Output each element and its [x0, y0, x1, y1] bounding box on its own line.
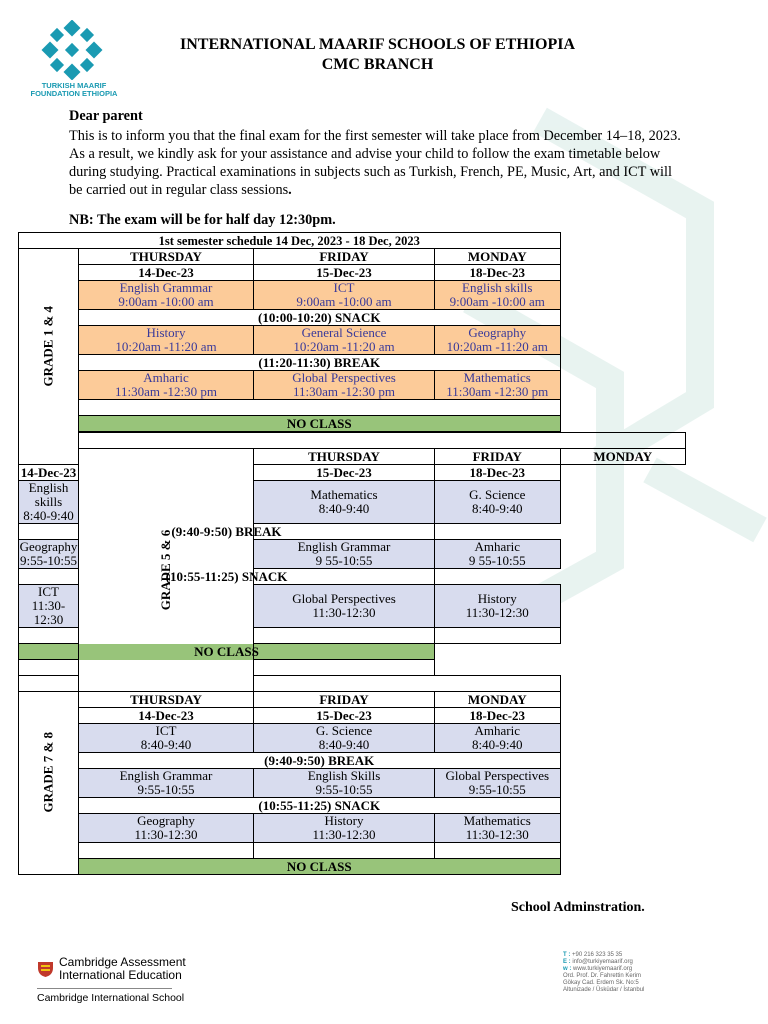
- time: 11:30-12:30: [465, 827, 529, 842]
- day-header: MONDAY: [435, 692, 561, 708]
- subject: English Skills: [307, 768, 381, 783]
- exam-cell: [435, 585, 561, 628]
- school-name: INTERNATIONAL MAARIF SCHOOLS OF ETHIOPIA: [179, 36, 575, 53]
- break-row: (10:55-11:25) SNACK: [19, 569, 435, 585]
- no-class-row: NO CLASS: [19, 644, 435, 660]
- divider: [37, 988, 172, 989]
- break-row: (9:40-9:50) BREAK: [79, 753, 561, 769]
- letter-body: [69, 107, 681, 199]
- subject: History: [477, 591, 517, 606]
- empty-row: [19, 660, 435, 676]
- cambridge-line-2: International Education: [59, 968, 182, 982]
- time: 8:40-9:40: [318, 737, 370, 752]
- grade-label: [19, 249, 79, 465]
- day-header: MONDAY: [560, 449, 686, 465]
- date-cell: 15-Dec-23: [254, 265, 435, 281]
- date-cell: 14-Dec-23: [79, 708, 254, 724]
- document-header: [150, 35, 605, 75]
- separator-row: [19, 676, 561, 692]
- empty-cell: [435, 843, 561, 859]
- exam-cell: [79, 724, 254, 753]
- exam-cell: [19, 481, 79, 524]
- greeting: Dear parent: [69, 108, 143, 124]
- letter-text: This is to inform you that the final exam for the first semester will take place from December 14–18, 2023. As a result, we kindly ask for your assistance and advise your child to follow the exam timetable below during studying. Practical examinations in subjects such as Turkish, French, PE, Music, Art, and ICT will be carried out in regular class sessions: [69, 128, 681, 198]
- day-header: THURSDAY: [79, 692, 254, 708]
- break-row: (10:00-10:20) SNACK: [79, 310, 561, 326]
- exam-cell: [19, 585, 79, 628]
- time: 9:55-10:55: [468, 782, 526, 797]
- empty-cell: [19, 628, 79, 644]
- time: 9:00am -10:00 am: [296, 294, 392, 309]
- nb-note: NB: The exam will be for half day 12:30pm.: [69, 212, 336, 228]
- cambridge-line-3: Cambridge International School: [37, 992, 185, 1004]
- subject: Amharic: [474, 723, 520, 738]
- empty-cell: [254, 843, 435, 859]
- cambridge-logo: [37, 956, 186, 1004]
- subject: Global Perspectives: [292, 370, 396, 385]
- exam-cell: [254, 281, 435, 310]
- subject: English Grammar: [119, 280, 213, 295]
- time: 10:20am -11:20 am: [446, 339, 548, 354]
- no-class-row: NO CLASS: [79, 416, 561, 432]
- branch-name: CMC BRANCH: [321, 56, 434, 73]
- time: 8:40-9:40: [471, 737, 523, 752]
- cambridge-line-1: Cambridge Assessment: [59, 955, 186, 969]
- subject: Global Perspectives: [292, 591, 396, 606]
- address-line: Gökay Cad. Erdem Sk. No:5: [563, 980, 639, 986]
- time: 11:30-12:30: [312, 827, 376, 842]
- email-line: [563, 959, 644, 966]
- subject: G. Science: [315, 723, 373, 738]
- grade-7-8-label: GRADE 7 & 8: [40, 731, 56, 813]
- exam-cell: [19, 540, 79, 569]
- date-cell: 18-Dec-23: [435, 265, 561, 281]
- date-cell: 18-Dec-23: [435, 465, 561, 481]
- subject: ICT: [333, 280, 355, 295]
- time: 11:30-12:30: [134, 827, 198, 842]
- foundation-logo: [22, 20, 126, 98]
- no-class-row: NO CLASS: [79, 859, 561, 875]
- day-header: THURSDAY: [79, 249, 254, 265]
- exam-cell: [254, 481, 435, 524]
- exam-schedule-table: [18, 232, 686, 875]
- time: 10:20am -11:20 am: [115, 339, 217, 354]
- email: info@turkiyemaarif.org: [572, 959, 633, 965]
- empty-cell: [254, 628, 435, 644]
- exam-cell: [79, 326, 254, 355]
- address-line: Altunizade / Üsküdar / İstanbul: [563, 987, 645, 993]
- time: 9:55-10:55: [315, 782, 373, 797]
- subject: G. Science: [469, 487, 526, 502]
- exam-cell: [79, 371, 254, 400]
- time: 9 55-10:55: [468, 553, 526, 568]
- grade-1-4-label: GRADE 1 & 4: [40, 305, 56, 386]
- exam-cell: [79, 769, 254, 798]
- subject: English Grammar: [297, 539, 391, 554]
- break-row: (9:40-9:50) BREAK: [19, 524, 435, 540]
- subject: English Grammar: [119, 768, 213, 783]
- subject: ICT: [38, 584, 59, 599]
- time: 11:30-12:30: [312, 605, 376, 620]
- contact-block: [563, 952, 644, 994]
- date-cell: 15-Dec-23: [254, 465, 435, 481]
- time: 8:40-9:40: [318, 501, 370, 516]
- web-label: w :: [563, 966, 572, 972]
- date-cell: 15-Dec-23: [254, 708, 435, 724]
- time: 11:30am -12:30 pm: [446, 384, 549, 399]
- exam-cell: [254, 540, 435, 569]
- exam-cell: [254, 814, 435, 843]
- exam-cell: [79, 281, 254, 310]
- email-label: E :: [563, 959, 571, 965]
- day-header: FRIDAY: [435, 449, 561, 465]
- exam-cell: [254, 585, 435, 628]
- subject: Geography: [137, 813, 195, 828]
- date-cell: 18-Dec-23: [435, 708, 561, 724]
- logo-line-1: TURKISH MAARIF: [41, 81, 107, 90]
- time: 10:20am -11:20 am: [293, 339, 395, 354]
- exam-cell: [254, 326, 435, 355]
- subject: Geography: [19, 539, 78, 554]
- subject: Geography: [468, 325, 527, 340]
- exam-cell: [435, 326, 561, 355]
- time: 8:40-9:40: [140, 737, 192, 752]
- grade-label: [19, 692, 79, 875]
- signature: School Adminstration.: [511, 900, 645, 915]
- web-line: [563, 966, 644, 973]
- time: 11:30am -12:30 pm: [292, 384, 396, 399]
- subject: Global Perspectives: [445, 768, 550, 783]
- subject: History: [324, 813, 364, 828]
- time: 9 55-10:55: [315, 553, 373, 568]
- break-row: (10:55-11:25) SNACK: [79, 798, 561, 814]
- subject: General Science: [301, 325, 387, 340]
- time: 9:55-10:55: [137, 782, 195, 797]
- exam-cell: [79, 814, 254, 843]
- exam-cell: [435, 481, 561, 524]
- day-header: FRIDAY: [254, 249, 435, 265]
- subject: Amharic: [474, 539, 520, 554]
- day-header: MONDAY: [435, 249, 561, 265]
- maarif-emblem-icon: [40, 20, 104, 80]
- subject: Amharic: [143, 370, 189, 385]
- subject: English skills: [462, 280, 533, 295]
- address-line: Ord. Prof. Dr. Fahrettin Kerim: [563, 973, 642, 979]
- website: www.turkiyemaarif.org: [573, 966, 633, 972]
- exam-cell: [435, 540, 561, 569]
- exam-cell: [435, 724, 561, 753]
- time: 11:30am -12:30 pm: [114, 384, 218, 399]
- time: 9:00am -10:00 am: [118, 294, 214, 309]
- time: 9:55-10:55: [19, 553, 78, 568]
- phone-label: T :: [563, 952, 571, 958]
- exam-cell: [254, 769, 435, 798]
- exam-cell: [435, 281, 561, 310]
- cambridge-shield-icon: [37, 956, 54, 978]
- exam-cell: [435, 769, 561, 798]
- empty-cell: [79, 843, 254, 859]
- letter-text-end: .: [288, 182, 292, 198]
- phone-line: [563, 952, 644, 959]
- grade-5-6-label: GRADE 5 & 6: [158, 529, 173, 611]
- subject: Mathematics: [463, 370, 531, 385]
- time: 11:30-12:30: [465, 605, 529, 620]
- logo-line-2: FOUNDATION ETHIOPIA: [30, 89, 118, 98]
- subject: Mathematics: [463, 813, 531, 828]
- time: 11:30-12:30: [31, 598, 66, 627]
- time: 8:40-9:40: [471, 501, 523, 516]
- schedule-title: 1st semester schedule 14 Dec, 2023 - 18 Dec, 2023: [19, 233, 561, 249]
- separator-row: [79, 433, 686, 449]
- time: 8:40-9:40: [23, 508, 74, 523]
- exam-cell: [435, 371, 561, 400]
- exam-cell: [254, 724, 435, 753]
- subject: English skills: [28, 480, 69, 509]
- phone: +90 216 323 35 35: [572, 952, 623, 958]
- empty-row: [79, 400, 561, 416]
- subject: History: [146, 325, 186, 340]
- letter-paragraph: [69, 127, 681, 199]
- empty-cell: [435, 628, 561, 644]
- date-cell: 14-Dec-23: [79, 265, 254, 281]
- day-header: FRIDAY: [254, 692, 435, 708]
- exam-cell: [254, 371, 435, 400]
- day-header: THURSDAY: [254, 449, 435, 465]
- subject: ICT: [155, 723, 177, 738]
- time: 9:00am -10:00 am: [449, 294, 545, 309]
- break-row: (11:20-11:30) BREAK: [79, 355, 561, 371]
- exam-cell: [435, 814, 561, 843]
- date-cell: 14-Dec-23: [19, 465, 79, 481]
- subject: Mathematics: [310, 487, 378, 502]
